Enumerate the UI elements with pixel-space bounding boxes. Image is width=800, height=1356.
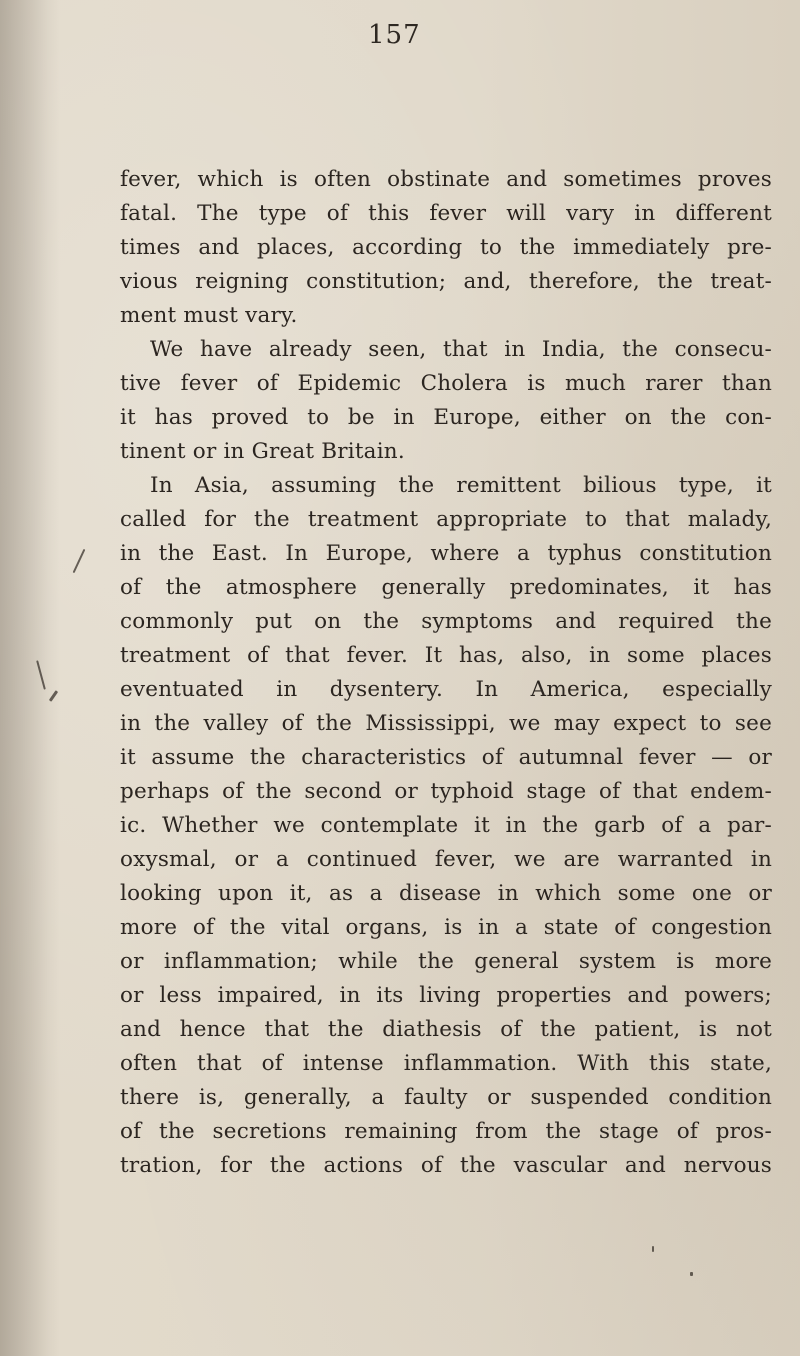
text-line: fever, which is often obstinate and sometimes proves — [120, 167, 772, 192]
text-line: or less impaired, in its living properties and powers; — [120, 983, 772, 1008]
text-line: of the atmosphere generally predominates, it has — [120, 575, 772, 600]
text-line: treatment of that fever. It has, also, in some places — [120, 643, 772, 668]
text-line: vious reigning constitution; and, therefore, the treat- — [120, 269, 772, 294]
text-line: or inflammation; while the general system is more — [120, 949, 772, 974]
text-line: and hence that the diathesis of the patient, is not — [120, 1017, 772, 1042]
text-line: commonly put on the symptoms and required the — [120, 609, 772, 634]
margin-mark — [73, 549, 86, 573]
scan-speck — [652, 1246, 654, 1252]
body-text — [120, 163, 772, 1183]
text-line: it has proved to be in Europe, either on the con- — [120, 405, 772, 430]
page-gutter-shadow — [0, 0, 60, 1356]
text-line: in the East. In Europe, where a typhus constitution — [120, 541, 772, 566]
text-line: oxysmal, or a continued fever, we are warranted in — [120, 847, 772, 872]
text-line: there is, generally, a faulty or suspended condition — [120, 1085, 772, 1110]
text-line: it assume the characteristics of autumnal fever — or — [120, 745, 772, 770]
text-line: times and places, according to the immediately pre- — [120, 235, 772, 260]
text-line: In Asia, assuming the remittent bilious type, it — [150, 473, 772, 498]
page-number: 157 — [368, 20, 421, 50]
text-line: looking upon it, as a disease in which some one or — [120, 881, 772, 906]
text-line: called for the treatment appropriate to that malady, — [120, 507, 772, 532]
text-line: eventuated in dysentery. In America, especially — [120, 677, 772, 702]
text-line: ic. Whether we contemplate it in the garb of a par- — [120, 813, 772, 838]
text-line: in the valley of the Mississippi, we may expect to see — [120, 711, 772, 736]
text-line: perhaps of the second or typhoid stage of that endem- — [120, 779, 772, 804]
text-line: tinent or in Great Britain. — [120, 439, 405, 464]
text-line: tration, for the actions of the vascular and nervous — [120, 1153, 772, 1178]
text-line: often that of intense inflammation. With this state, — [120, 1051, 772, 1076]
text-line: tive fever of Epidemic Cholera is much rarer than — [120, 371, 772, 396]
text-line: fatal. The type of this fever will vary in different — [120, 201, 772, 226]
scan-speck — [690, 1272, 693, 1276]
text-line: ment must vary. — [120, 303, 298, 328]
text-line: We have already seen, that in India, the consecu- — [150, 337, 772, 362]
text-line: more of the vital organs, is in a state of congestion — [120, 915, 772, 940]
text-line: of the secretions remaining from the stage of pros- — [120, 1119, 772, 1144]
